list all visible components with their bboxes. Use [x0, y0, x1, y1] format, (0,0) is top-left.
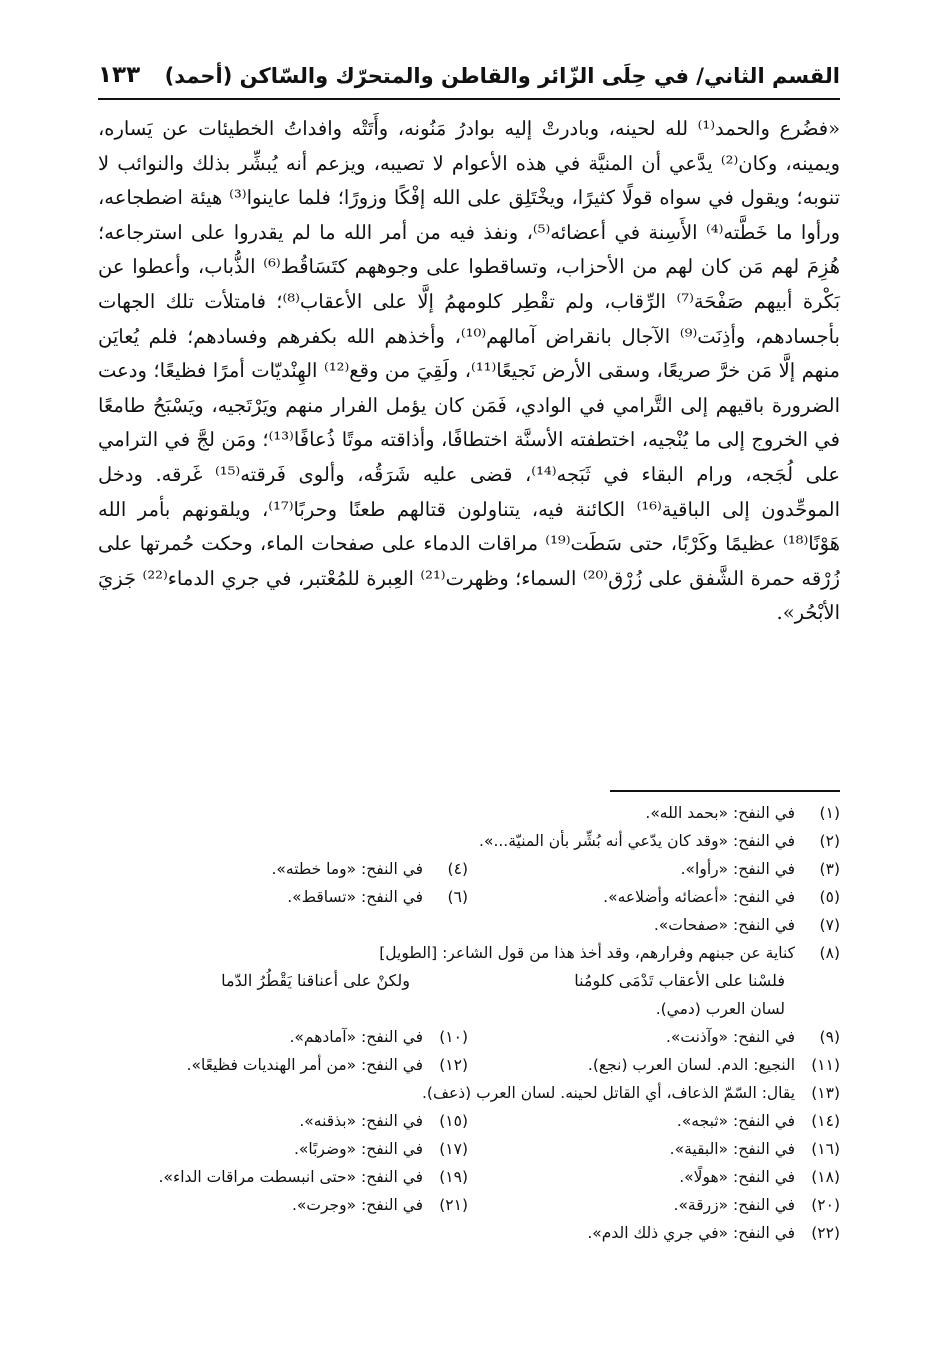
footnote	[603, 883, 840, 911]
footnote-number: (١٧)	[439, 1140, 468, 1158]
footnote-number: (٩)	[819, 1028, 840, 1046]
footnote	[187, 1051, 468, 1079]
footnote-text: في النفح: «وجرت».	[292, 1196, 424, 1214]
footnote-text: في النفح: «هولًا».	[679, 1168, 796, 1186]
footnote-number: (٥)	[819, 888, 840, 906]
footnote	[159, 1163, 468, 1191]
footnote-row	[98, 1191, 840, 1219]
footnote-number: (٤)	[447, 860, 468, 878]
footnote	[292, 1191, 468, 1219]
footnote	[674, 1191, 840, 1219]
footnote-text: في النفح: «وما خطته».	[271, 860, 424, 878]
footnote-row	[98, 855, 840, 883]
footnote-continuation	[98, 995, 840, 1023]
footnote	[654, 911, 840, 939]
running-title: القسم الثاني/ في حِلَى الزّائر والقاطن والمتحرّك والسّاكن (أحمد)	[164, 64, 840, 88]
footnote-number: (١٤)	[811, 1112, 840, 1130]
footnote-text: في النفح: «حتى انبسطت مراقات الداء».	[158, 1168, 424, 1186]
footnote-number: (٦)	[447, 888, 468, 906]
footnote-row	[98, 939, 840, 967]
footnote-text: في النفح: «تساقط».	[287, 888, 424, 906]
footnote	[679, 1163, 840, 1191]
footnote	[379, 939, 840, 967]
footnote	[422, 1079, 840, 1107]
footnote-number: (١٥)	[439, 1112, 468, 1130]
footnote	[587, 1219, 840, 1247]
footnote-text: في النفح: «أعضائه وأضلاعه».	[603, 888, 796, 906]
footnote-text: لسان العرب (دمي).	[655, 1000, 785, 1018]
footnote-row	[98, 827, 840, 855]
footnote-number: (١٨)	[811, 1168, 840, 1186]
footnote-text: في النفح: «صفحات».	[653, 916, 796, 934]
footnote-number: (٢١)	[439, 1196, 468, 1214]
footnote	[681, 855, 840, 883]
footnote	[677, 1107, 840, 1135]
footnote-row	[98, 799, 840, 827]
footnote	[271, 855, 468, 883]
footnote-number: (١٢)	[439, 1056, 468, 1074]
verse-second-hemistich: ولكنْ على أعناقنا يَقْطُرُ الدّما	[221, 971, 410, 990]
footnote-text: في النفح: «من أمر الهنديات فظيعًا».	[186, 1056, 424, 1074]
footnote-separator	[610, 790, 840, 792]
footnote	[299, 1107, 468, 1135]
footnote-row	[98, 1107, 840, 1135]
footnote-number: (١١)	[811, 1056, 840, 1074]
footnote-number: (١٠)	[439, 1028, 468, 1046]
footnote	[645, 799, 840, 827]
footnote-text: في النفح: «البقية».	[669, 1140, 796, 1158]
footnote-row	[98, 883, 840, 911]
footnote	[588, 1051, 840, 1079]
footnote-number: (٧)	[819, 916, 840, 934]
footnote	[670, 1135, 840, 1163]
header-rule	[98, 98, 840, 100]
footnote-text: في النفح: «بحمد الله».	[645, 804, 796, 822]
footnote-row	[98, 1219, 840, 1247]
footnote-row	[98, 1023, 840, 1051]
page-header	[98, 60, 840, 100]
footnote-text: في النفح: «وآذنت».	[665, 1028, 796, 1046]
footnote	[289, 1023, 468, 1051]
footnote	[666, 1023, 840, 1051]
footnote-text: في النفح: «وقد كان يدّعي أنه بُشِّر بأن المنيّة...».	[479, 832, 796, 850]
footnotes	[98, 799, 840, 1247]
main-paragraph: «فضُرع والحمد⁽¹⁾ لله لحينه، وبادرتْ إليه بوادرُ مَنُونه، وأَتَتْه وافداتُ الخطيئات عن يَساره، ويمينه، وكان⁽²⁾ يدَّعي أن المنيَّة في هذه الأعوام لا تصيبه، ويزعم أنه يُبشِّر بذلك والنوائب لا تنوبه؛ ويقول في سواه قولًا كثيرًا، ويخْتَلِق على الله إفْكًا وزورًا؛ فلما عاينوا⁽³⁾ هيئة اضطجاعه، ورأوا ما خَطَّته⁽⁴⁾ الأَسِنة في أعضائه⁽⁵⁾، ونفذ فيه من أمر الله ما لم يقدروا على استرجاعه؛ هُزِمَ لهم مَن كان لهم من الأحزاب، وتساقطوا على وجوههم كتَسَاقُط⁽⁶⁾ الذُّباب، وأعطوا عن بَكْرة أبيهم صَفْحَة⁽⁷⁾ الرِّقاب، ولم تقْطِر كلومهمُ إلَّا على الأعقاب⁽⁸⁾؛ فامتلأت تلك الجهات بأجسادهم، وأذِنَت⁽⁹⁾ الآجال بانقراض آمالهم⁽¹⁰⁾، وأخذهم الله بكفرهم وفسادهم؛ فلم يُعايَن منهم إلَّا مَن خرَّ صريعًا، وسقى الأرض نَجيعًا⁽¹¹⁾، ولَقِيَ من وقع⁽¹²⁾ الهِنْديّات أمرًا فظيعًا؛ ودعت الضرورة باقيهم إلى التَّرامي في الوادي، فَمَن كان يؤمل الفرار منهم ويَرْتَجيه، ويَسْبَحُ طامعًا في الخروج إلى ما يُنْجيه، اختطفته الأسنَّة اختطافًا، وأذاقته موتًا ذُعافًا⁽¹³⁾؛ ومَن لجَّ في الترامي على لُجَجه، ورام البقاء في ثَبَجه⁽¹⁴⁾، قضى عليه شَرَقُه، وألوى فَرقته⁽¹⁵⁾ غَرقه. ودخل الموحِّدون إلى الباقية⁽¹⁶⁾ الكائنة فيه، يتناولون قتالهم طعنًا وحربًا⁽¹⁷⁾، ويلقونهم بأمر الله هَوْنًا⁽¹⁸⁾ عظيمًا وكَرْبًا، حتى سَطَت⁽¹⁹⁾ مراقات الدماء على صفحات الماء، وحكت حُمرتها على زُرْقه حمرة الشَّفق على زُرْق⁽²⁰⁾ السماء؛ وظهرت⁽²¹⁾ العِبرة للمُعْتبر، في جري الدماء⁽²²⁾ جَزيَ الأبْحُر».	[98, 117, 841, 625]
footnote-row	[98, 1051, 840, 1079]
footnote-row	[98, 1079, 840, 1107]
footnote-text: في النفح: «بذقنه».	[299, 1112, 424, 1130]
footnote-row	[98, 911, 840, 939]
footnote-text: في النفح: «في جري ذلك الدم».	[587, 1224, 796, 1242]
footnote-number: (٣)	[819, 860, 840, 878]
footnote-number: (٨)	[819, 944, 840, 962]
footnote-text: في النفح: «آمادهم».	[289, 1028, 424, 1046]
footnote-text: في النفح: «زرقة».	[673, 1196, 796, 1214]
footnote	[294, 1135, 468, 1163]
footnote	[287, 883, 468, 911]
footnote-number: (٢٠)	[811, 1196, 840, 1214]
footnote-text: في النفح: «ثبجه».	[676, 1112, 796, 1130]
footnote-text: في النفح: «رأوا».	[680, 860, 796, 878]
footnote-row	[98, 1135, 840, 1163]
footnote-text: النجيع: الدم. لسان العرب (نجع).	[587, 1056, 796, 1074]
page-number: ١٣٣	[98, 62, 141, 88]
footnote-number: (١٩)	[439, 1168, 468, 1186]
footnote-text: يقال: السّمّ الذعاف، أي القاتل لحينه. لسان العرب (ذعف).	[421, 1084, 796, 1102]
poetry-verse	[98, 967, 840, 995]
footnote-number: (٢)	[819, 832, 840, 850]
verse-first-hemistich: فلسْنا على الأعقاب تَدْمَى كلومُنا	[574, 971, 785, 990]
footnote-number: (٢٢)	[811, 1224, 840, 1242]
footnote-number: (١٣)	[811, 1084, 840, 1102]
footnote-text: كناية عن جبنهم وفرارهم، وقد أخذ هذا من قول الشاعر: [الطويل]	[379, 944, 796, 962]
footnote-text: في النفح: «وضربًا».	[293, 1140, 424, 1158]
footnote-number: (١)	[819, 804, 840, 822]
footnote	[479, 827, 840, 855]
footnote-number: (١٦)	[811, 1140, 840, 1158]
footnote-row	[98, 1163, 840, 1191]
